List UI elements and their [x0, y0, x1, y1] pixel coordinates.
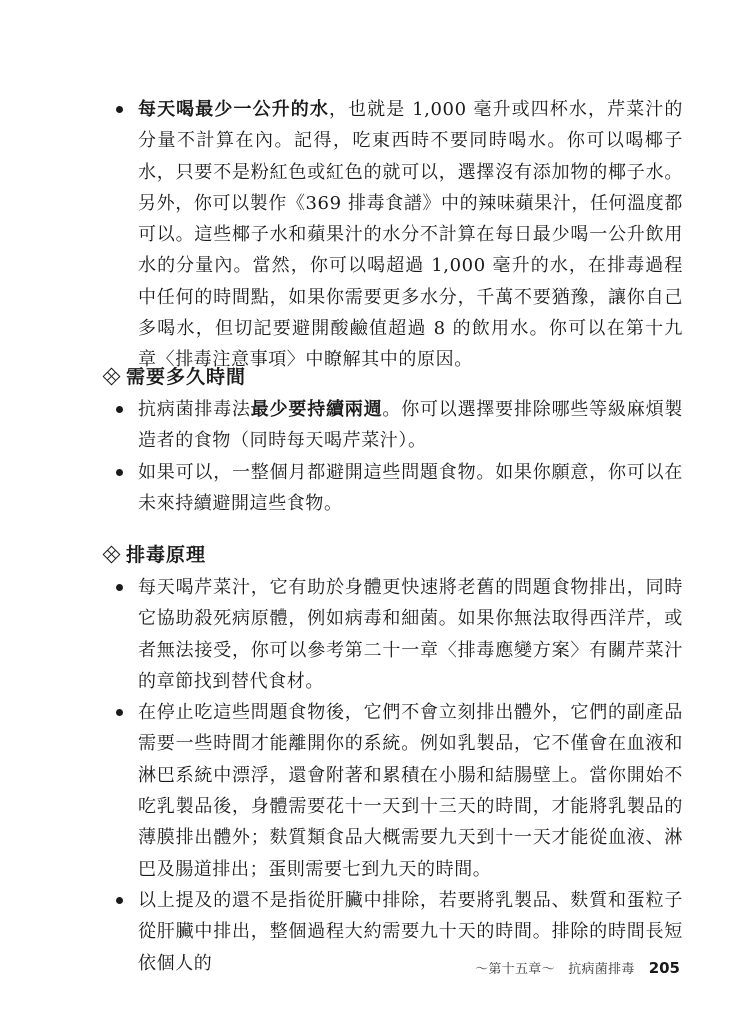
- section-heading-principle: [104, 540, 206, 567]
- principle-bullet-list: [138, 572, 683, 979]
- four-diamonds-icon: [104, 369, 118, 383]
- water-bullet-list: [138, 94, 683, 376]
- item-text: ，也就是 1,000 毫升或四杯水，芹菜汁的分量不計算在內。記得，吃東西時不要同時喝水。你可以喝椰子水，只要不是粉紅色或紅色的就可以，選擇沒有添加物的椰子水。另外，你可以製作《369 排毒食譜》中的辣味蘋果汁，任何溫度都可以。這些椰子水和蘋果汁的水分不計算在每日最少喝一公升飲用水的分量內。當然，你可以喝超過 1,000 毫升的水，在排毒過程中任何的時間點，如果你需要更多水分，千萬不要猶豫，讓你自己多喝水，但切記要避開酸鹼值超過 8 的飲用水。你可以在第十九章〈排毒注意事項〉中瞭解其中的原因。: [138, 99, 684, 371]
- bullet-dot-icon: [116, 584, 123, 591]
- bullet-dot-icon: [116, 897, 123, 904]
- list-item: [138, 94, 683, 376]
- list-item: [138, 394, 683, 457]
- section-heading-label: 需要多久時間: [126, 366, 247, 388]
- duration-bullet-list: [138, 394, 683, 519]
- list-item: [138, 572, 683, 697]
- item-text-after: 。你可以選擇要排除哪些等級麻煩製造者的食物（同時每天喝芹菜汁）。: [138, 399, 683, 452]
- list-item: [138, 457, 683, 520]
- item-text: 如果可以，一整個月都避開這些問題食物。如果你願意，你可以在未來持續避開這些食物。: [138, 461, 683, 514]
- bullet-dot-icon: [116, 406, 123, 413]
- page-footer: [475, 958, 680, 977]
- list-item: [138, 697, 683, 885]
- page-number: 205: [648, 959, 680, 977]
- bullet-dot-icon: [116, 469, 123, 476]
- section-heading-duration: [104, 362, 246, 389]
- item-text-before: 抗病菌排毒法: [138, 399, 251, 420]
- four-diamonds-icon: [104, 547, 118, 561]
- section-heading-label: 排毒原理: [126, 544, 207, 566]
- bullet-dot-icon: [116, 106, 123, 113]
- bold-emphasis: 最少要持續兩週: [250, 399, 383, 420]
- item-text: 每天喝芹菜汁，它有助於身體更快速將老舊的問題食物排出，同時它協助殺死病原體，例如病毒和細菌。如果你無法取得西洋芹，或者無法接受，你可以參考第二十一章〈排毒應變方案〉有關芹菜汁的章節找到替代食材。: [138, 577, 683, 692]
- bold-lead: 每天喝最少一公升的水: [138, 99, 329, 120]
- running-footer-chapter: 〜第十五章〜 抗病菌排毒: [475, 962, 635, 977]
- item-text: 以上提及的還不是指從肝臟中排除，若要將乳製品、麩質和蛋粒子從肝臟中排出，整個過程大約需要九十天的時間。排除的時間長短依個人的: [138, 889, 683, 974]
- bullet-dot-icon: [116, 709, 123, 716]
- item-text: 在停止吃這些問題食物後，它們不會立刻排出體外，它們的副產品需要一些時間才能離開你的系統。例如乳製品，它不僅會在血液和淋巴系統中漂浮，還會附著和累積在小腸和結腸壁上。當你開始不吃乳製品後，身體需要花十一天到十三天的時間，才能將乳製品的薄膜排出體外；麩質類食品大概需要九天到十一天才能從血液、淋巴及腸道排出；蛋則需要七到九天的時間。: [138, 702, 683, 880]
